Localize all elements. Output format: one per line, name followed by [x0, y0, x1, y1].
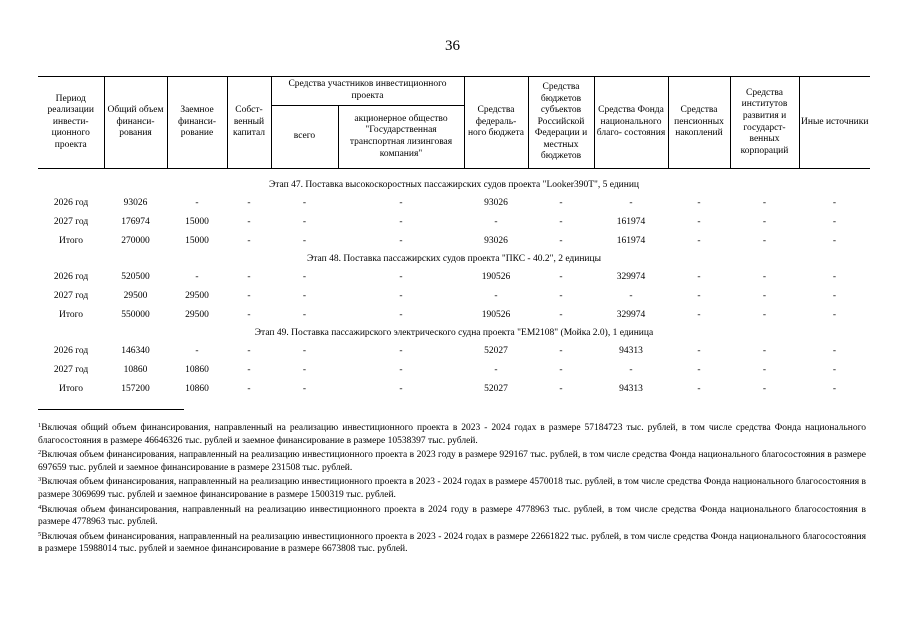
value-cell: - — [559, 290, 563, 301]
table-row — [38, 342, 870, 361]
value-cell: 29500 — [123, 290, 148, 301]
value-cell: 94313 — [619, 345, 643, 356]
value-cell: - — [762, 383, 767, 394]
footnote-text: Включая объем финансирования, направленный на реализацию инвестиционного проекта в 2023 году в размере 929167 тыс. рублей, в том числе средства Фонда национального благосостояния в размере 697659 тыс. рублей и заемное финансирование в размере 231508 тыс. рублей. — [38, 450, 866, 473]
value-cell: 520500 — [121, 271, 150, 282]
value-cell: - — [399, 197, 403, 208]
value-cell: - — [302, 309, 307, 320]
value-cell: - — [494, 290, 498, 301]
value-cell: 93026 — [123, 197, 148, 208]
value-cell: - — [302, 345, 307, 356]
value-cell: - — [247, 216, 251, 227]
value-cell: - — [697, 345, 701, 356]
value-cell: 190526 — [481, 309, 511, 320]
header-total: Общий объем финанси- рования — [104, 77, 167, 169]
header-participants-all: всего — [271, 106, 338, 169]
value-cell: - — [399, 216, 403, 227]
footnote-mark: 4 — [38, 503, 42, 511]
table-row — [38, 232, 870, 251]
financing-table — [38, 76, 870, 399]
header-participants-gtlk: акционерное общество "Государственная транспортная лизинговая компания" — [338, 106, 464, 169]
value-cell: 52027 — [484, 383, 508, 394]
value-cell: - — [559, 197, 563, 208]
value-cell: 52027 — [484, 345, 508, 356]
value-cell: - — [832, 309, 837, 320]
value-cell: - — [399, 290, 403, 301]
header-federal: Средства федераль- ного бюджета — [464, 77, 528, 169]
value-cell: - — [762, 290, 767, 301]
header-period: Период реализации инвести- ционного проекта — [38, 77, 104, 169]
value-cell: - — [762, 197, 767, 208]
value-cell: - — [247, 290, 251, 301]
value-cell: - — [247, 364, 251, 375]
footnote — [38, 420, 866, 447]
footnotes — [38, 420, 866, 556]
value-cell: - — [629, 197, 633, 208]
value-cell: - — [399, 309, 403, 320]
value-cell: 329974 — [616, 271, 646, 282]
header-participants: Средства участников инвестиционного проекта — [271, 77, 464, 106]
table-row — [38, 194, 870, 213]
value-cell: - — [302, 197, 307, 208]
header-own-capital: Собст- венный капитал — [227, 77, 271, 169]
value-cell: 94313 — [619, 383, 643, 394]
value-cell: - — [697, 364, 701, 375]
value-cell: - — [247, 345, 251, 356]
value-cell: 29500 — [185, 309, 209, 320]
footnote-text: Включая общий объем финансирования, направленный на реализацию инвестиционного проекта в 2023 - 2024 годах в размере 57184723 тыс. рублей, в том числе средства Фонда национального благосостояния в размере 46646326 тыс. рублей и заемное финансирование в размере 10538397 тыс. рублей. — [38, 423, 866, 446]
table-header — [38, 77, 870, 169]
value-cell: - — [697, 309, 701, 320]
value-cell: - — [559, 309, 563, 320]
value-cell: - — [697, 271, 701, 282]
table-row — [38, 306, 870, 325]
table-row — [38, 268, 870, 287]
value-cell: 93026 — [484, 235, 508, 246]
header-regional: Средства бюджетов субъектов Российской Федерации и местных бюджетов — [528, 77, 594, 169]
header-pension: Средства пенсионных накоплений — [668, 77, 730, 169]
value-cell: - — [697, 290, 701, 301]
value-cell: - — [762, 235, 767, 246]
footnote-text: Включая объем финансирования, направленный на реализацию инвестиционного проекта в 2023 - 2024 годах в размере 4570018 тыс. рублей, в том числе средства Фонда национального благосостояния в размере 3069699 тыс. рублей и заемное финансирование в размере 1500319 тыс. рублей. — [38, 477, 866, 500]
value-cell: - — [195, 345, 199, 356]
value-cell: 329974 — [616, 309, 646, 320]
page-number: 36 — [445, 38, 460, 54]
value-cell: - — [762, 271, 767, 282]
value-cell: - — [247, 197, 251, 208]
value-cell: 10860 — [185, 364, 209, 375]
value-cell: - — [494, 364, 498, 375]
period-cell: 2027 год — [53, 290, 89, 301]
header-fnb: Средства Фонда национального благо- состояния — [594, 77, 668, 169]
value-cell: 270000 — [121, 235, 150, 246]
value-cell: - — [559, 345, 563, 356]
value-cell: 15000 — [185, 235, 209, 246]
value-cell: 190526 — [481, 271, 511, 282]
value-cell: - — [697, 216, 701, 227]
value-cell: - — [195, 271, 199, 282]
stage-title: Этап 48. Поставка пассажирских судов проекта "ПКС - 40.2", 2 единицы — [306, 253, 601, 264]
value-cell: - — [494, 216, 498, 227]
value-cell: - — [559, 271, 563, 282]
table-row — [38, 361, 870, 380]
header-spacer-row — [38, 169, 870, 178]
value-cell: - — [399, 364, 403, 375]
value-cell: - — [247, 235, 251, 246]
stage-title: Этап 49. Поставка пассажирского электрического судна проекта "EM2108" (Мойка 2.0), 1 единица — [254, 327, 654, 338]
stage-row — [38, 325, 870, 342]
value-cell: - — [559, 383, 563, 394]
value-cell: 15000 — [185, 216, 209, 227]
value-cell: 10860 — [185, 383, 209, 394]
footnote-text: Включая объем финансирования, направленный на реализацию инвестиционного проекта в 2023 - 2024 годах в размере 22661822 тыс. рублей, в том числе средства Фонда национального благосостояния в размере 15988014 тыс. рублей и заемное финансирование в размере 6673808 тыс. рублей. — [38, 531, 866, 555]
footnote-text: Включая объем финансирования, направленный на реализацию инвестиционного проекта в 2024 году в размере 4778963 тыс. рублей, в том числе средства Фонда национального благосостояния в размере 4778963 тыс. рублей. — [38, 504, 866, 528]
value-cell: - — [832, 271, 837, 282]
value-cell: - — [399, 271, 403, 282]
period-cell: 2027 год — [53, 216, 89, 227]
footnote-mark: 3 — [38, 476, 42, 484]
value-cell: 146340 — [121, 345, 150, 356]
table-row — [38, 380, 870, 399]
period-cell: 2026 год — [53, 345, 89, 356]
period-cell: 2026 год — [53, 197, 89, 208]
stage-row — [38, 177, 870, 194]
value-cell: - — [832, 290, 837, 301]
value-cell: - — [302, 364, 307, 375]
value-cell: - — [247, 383, 251, 394]
value-cell: 550000 — [121, 309, 150, 320]
footnote-mark: 5 — [38, 530, 42, 538]
value-cell: 29500 — [185, 290, 209, 301]
footnote — [38, 447, 866, 474]
value-cell: - — [832, 364, 837, 375]
value-cell: - — [762, 364, 767, 375]
value-cell: - — [559, 364, 563, 375]
value-cell: - — [832, 345, 837, 356]
value-cell: - — [302, 383, 307, 394]
spacer-cell — [38, 169, 870, 178]
stage-title: Этап 47. Поставка высокоскоростных пассажирских судов проекта "Looker390T", 5 единиц — [268, 179, 640, 190]
value-cell: - — [399, 235, 403, 246]
value-cell: - — [629, 364, 633, 375]
value-cell: 157200 — [121, 383, 150, 394]
value-cell: - — [399, 345, 403, 356]
value-cell: - — [559, 235, 563, 246]
value-cell: - — [302, 235, 307, 246]
value-cell: - — [697, 383, 701, 394]
footnote — [38, 529, 866, 556]
value-cell: 93026 — [484, 197, 508, 208]
period-cell: Итого — [58, 309, 84, 320]
header-loan: Заемное финанси- рование — [167, 77, 227, 169]
value-cell: - — [832, 383, 837, 394]
footnote-mark: 1 — [38, 422, 42, 429]
table-body — [38, 169, 870, 400]
value-cell: - — [762, 309, 767, 320]
period-cell: 2026 год — [53, 271, 89, 282]
value-cell: - — [832, 235, 837, 246]
footnote — [38, 502, 866, 529]
value-cell: - — [302, 290, 307, 301]
value-cell: - — [762, 345, 767, 356]
header-other: Иные источники — [799, 77, 870, 169]
value-cell: - — [762, 216, 767, 227]
footnote-separator — [38, 409, 184, 410]
stage-row — [38, 251, 870, 268]
value-cell: - — [832, 197, 837, 208]
value-cell: 10860 — [123, 364, 148, 375]
value-cell: - — [559, 216, 563, 227]
header-institutes: Средства институтов развития и государст- венных корпораций — [730, 77, 799, 169]
footnote — [38, 474, 866, 501]
table-row — [38, 213, 870, 232]
value-cell: - — [697, 197, 701, 208]
value-cell: - — [629, 290, 633, 301]
table-row — [38, 287, 870, 306]
value-cell: - — [697, 235, 701, 246]
value-cell: - — [302, 216, 307, 227]
value-cell: - — [195, 197, 199, 208]
value-cell: 161974 — [616, 235, 646, 246]
value-cell: - — [832, 216, 837, 227]
value-cell: - — [247, 309, 251, 320]
period-cell: 2027 год — [53, 364, 89, 375]
value-cell: 176974 — [121, 216, 150, 227]
value-cell: - — [302, 271, 307, 282]
period-cell: Итого — [58, 383, 84, 394]
period-cell: Итого — [58, 235, 84, 246]
footnote-mark: 2 — [38, 449, 42, 457]
value-cell: - — [247, 271, 251, 282]
value-cell: 161974 — [616, 216, 646, 227]
value-cell: - — [399, 383, 403, 394]
